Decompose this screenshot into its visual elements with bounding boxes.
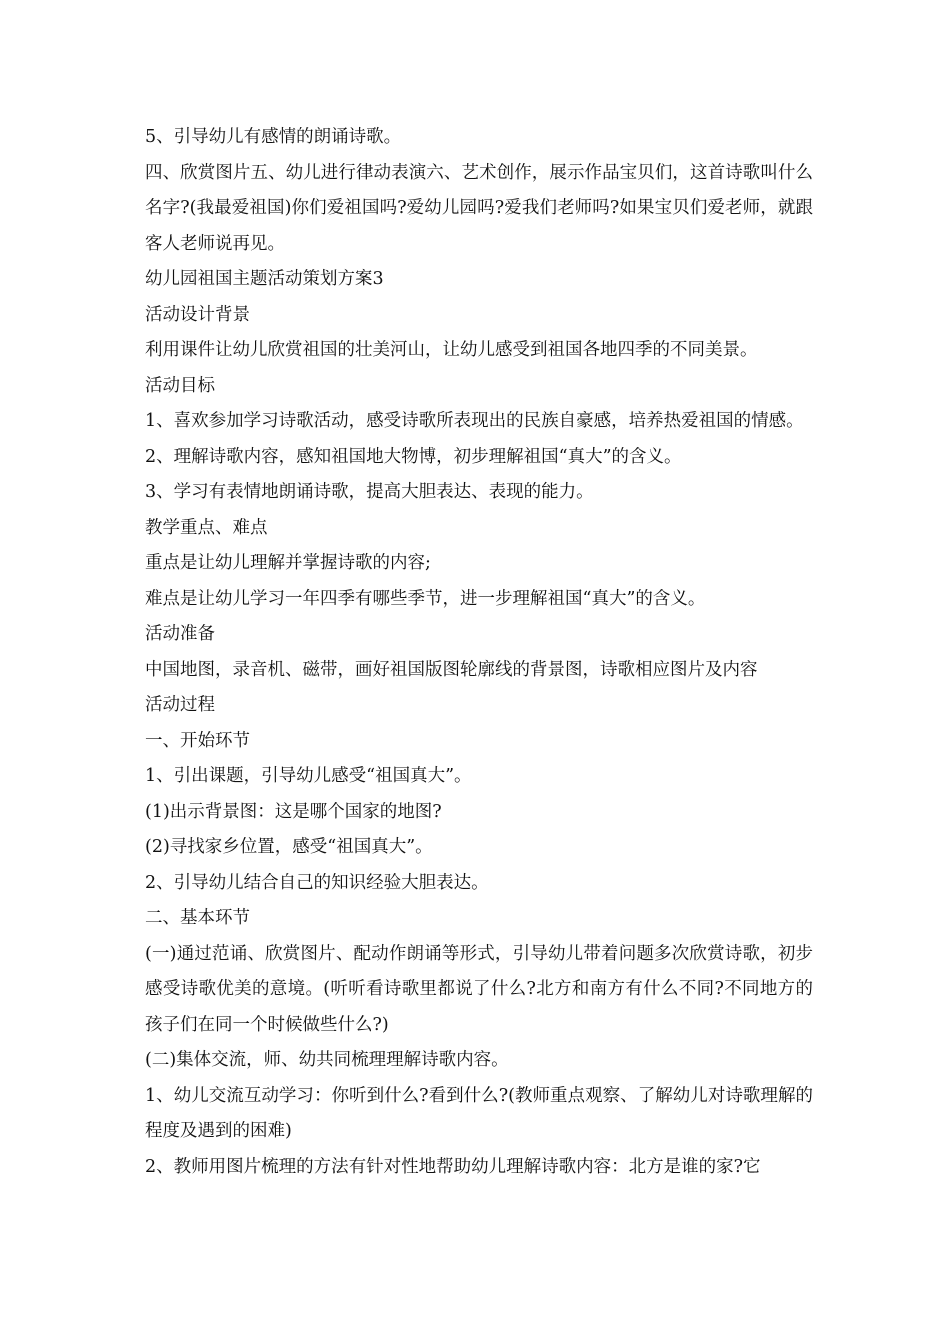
document-body [145,120,813,1185]
heading: 二、基本环节 [145,908,250,928]
paragraph: 难点是让幼儿学习一年四季有哪些季节，进一步理解祖国“真大”的含义。 [145,588,706,609]
list-item: 1、喜欢参加学习诗歌活动，感受诗歌所表现出的民族自豪感，培养热爱祖国的情感。 [145,411,804,431]
list-item: 1、幼儿交流互动学习：你听到什么?看到什么?(教师重点观察、了解幼儿对诗歌理解的程度及遇到的困难) [145,1085,813,1141]
paragraph: 四、欣赏图片五、幼儿进行律动表演六、艺术创作，展示作品宝贝们，这首诗歌叫什么名字?(我最爱祖国)你们爱祖国吗?爱幼儿园吗?爱我们老师吗?如果宝贝们爱老师，就跟客人老师说再见。 [145,162,813,254]
paragraph: (二)集体交流，师、幼共同梳理理解诗歌内容。 [145,1050,509,1070]
list-item: 3、学习有表情地朗诵诗歌，提高大胆表达、表现的能力。 [145,482,594,502]
paragraph: 中国地图，录音机、磁带，画好祖国版图轮廓线的背景图，诗歌相应图片及内容 [145,659,758,680]
heading: 一、开始环节 [145,730,250,751]
heading: 活动设计背景 [145,304,250,325]
heading: 活动过程 [145,695,215,715]
heading: 活动准备 [145,624,215,644]
list-item: 2、引导幼儿结合自己的知识经验大胆表达。 [145,872,489,893]
list-item: 1、引出课题，引导幼儿感受“祖国真大”。 [145,766,472,786]
paragraph: 5、引导幼儿有感情的朗诵诗歌。 [145,127,402,147]
section-title: 幼儿园祖国主题活动策划方案3 [145,269,384,289]
list-item: (2)寻找家乡位置，感受“祖国真大”。 [145,837,433,857]
list-item: 2、教师用图片梳理的方法有针对性地帮助幼儿理解诗歌内容：北方是谁的家?它 [145,1156,761,1177]
list-item: 2、理解诗歌内容，感知祖国地大物博，初步理解祖国“真大”的含义。 [145,446,682,467]
paragraph: 重点是让幼儿理解并掌握诗歌的内容; [145,553,431,573]
paragraph: (一)通过范诵、欣赏图片、配动作朗诵等形式，引导幼儿带着问题多次欣赏诗歌，初步感受诗歌优美的意境。(听听看诗歌里都说了什么?北方和南方有什么不同?不同地方的孩子们在同一个时候做些什么?) [145,943,813,1035]
list-item: (1)出示背景图：这是哪个国家的地图? [145,801,442,822]
heading: 活动目标 [145,375,215,396]
paragraph: 利用课件让幼儿欣赏祖国的壮美河山，让幼儿感受到祖国各地四季的不同美景。 [145,340,758,360]
heading: 教学重点、难点 [145,517,268,538]
